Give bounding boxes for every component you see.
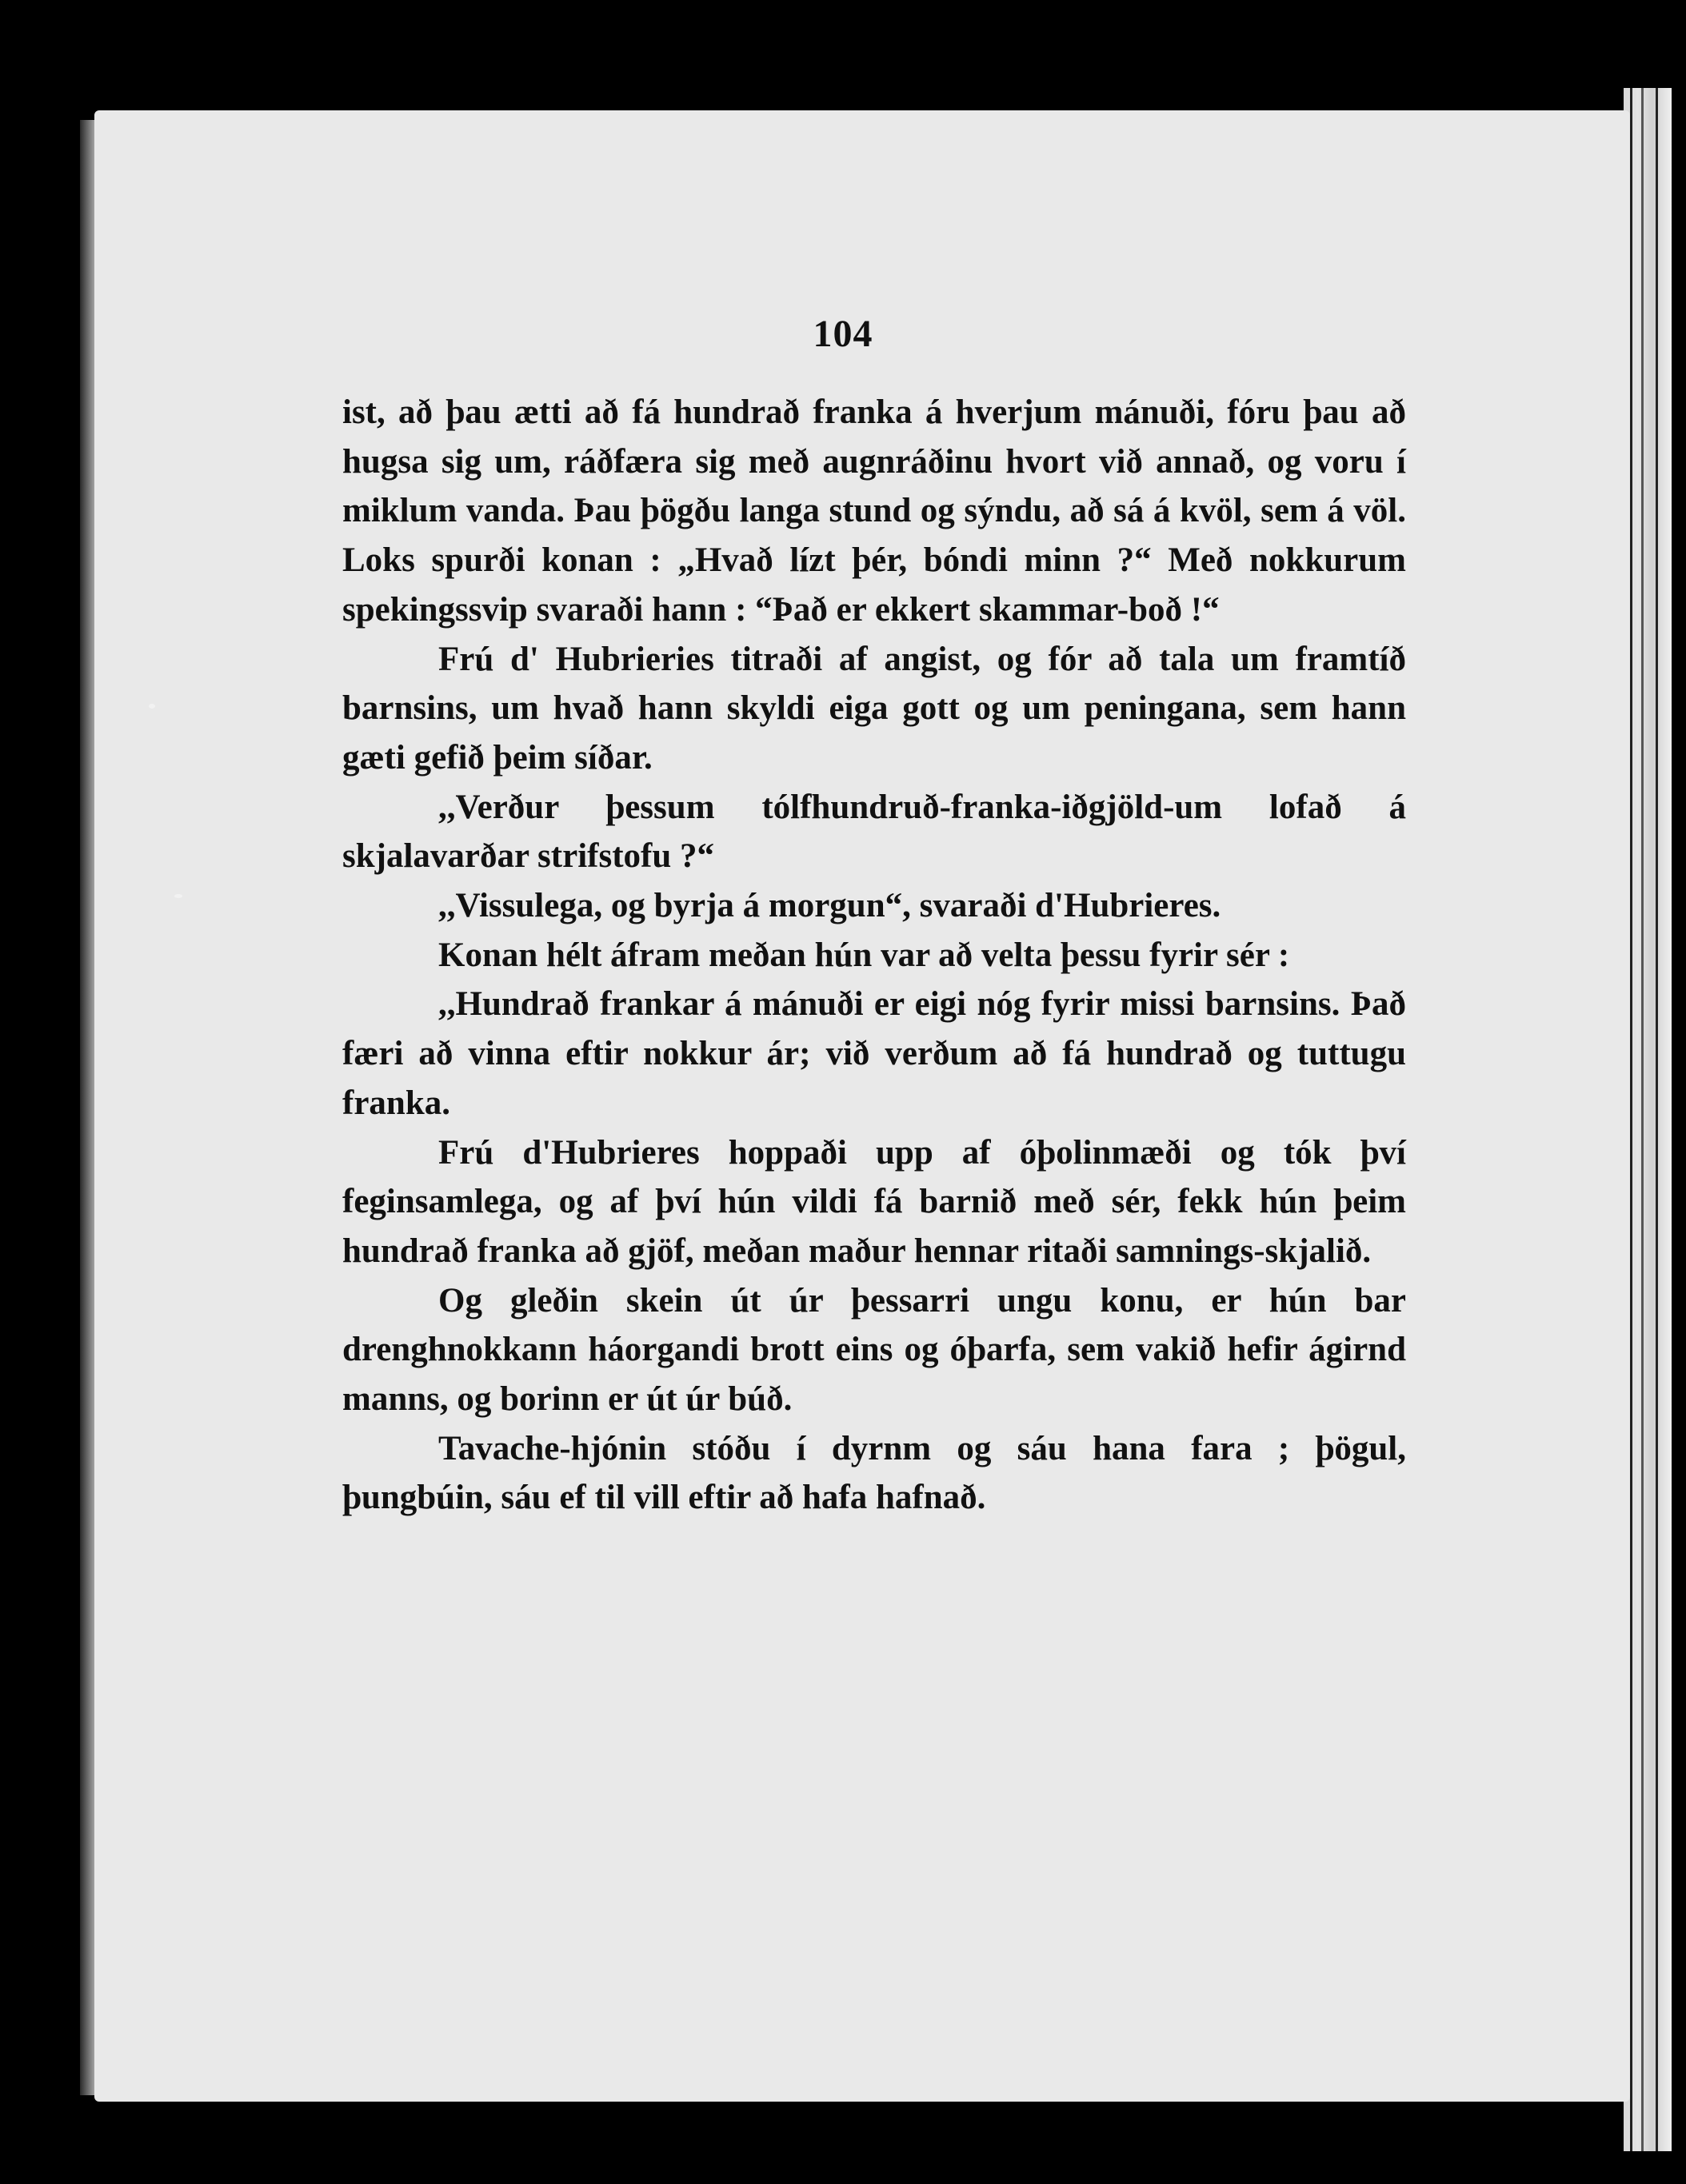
page-edge-line [1656,88,1658,2151]
body-text [342,388,1406,1523]
paragraph: ,,Hundrað frankar á mánuði er eigi nóg fyrir missi barnsins. Það færi að vinna eftir nokkur ár; við verðum að fá hundrað og tuttugu franka. [342,985,1406,1122]
page-speck [174,894,182,898]
paragraph: Frú d'Hubrieres hoppaði upp af óþolinmæði og tók því feginsamlega, og af því hún vildi fá barnið með sér, fekk hún þeim hundrað franka að gjöf, meðan maður hennar ritaði samnings-skjalið. [342,1133,1406,1270]
paragraph: ,,Verður þessum tólfhundruð-franka-iðgjöld-um lofað á skjalavarðar strifstofu ?“ [342,788,1406,876]
page-speck [149,704,155,709]
book-page-edges [1624,88,1672,2151]
page-number: 104 [813,313,873,355]
paragraph: Frú d' Hubrieries titraði af angist, og fór að tala um framtíð barnsins, um hvað hann skyldi eiga gott og um peningana, sem hann gæti gefið þeim síðar. [342,640,1406,777]
paragraph: Konan hélt áfram meðan hún var að velta þessu fyrir sér : [438,936,1290,974]
paragraph: Og gleðin skein út úr þessarri ungu konu, er hún bar drenghnokkann háorgandi brott eins og óþarfa, sem vakið hefir ágirnd manns, og borinn er út úr búð. [342,1281,1406,1419]
page-edge-line [1630,88,1632,2151]
paragraph: Tavache-hjónin stóðu í dyrnm og sáu hana fara ; þögul, þungbúin, sáu ef til vill eftir að hafa hafnað. [342,1429,1406,1517]
paragraph: ,,Vissulega, og byrja á morgun“, svaraði d'Hubrieres. [438,887,1221,925]
paragraph: ist, að þau ætti að fá hundrað franka á hverjum mánuði, fóru þau að hugsa sig um, ráðfæra sig með augnráðinu hvort við annað, og voru í miklum vanda. Þau þögðu langa stund og sýndu, að sá á kvöl, sem á völ. Loks spurði konan : „Hvað lízt þér, bóndi minn ?“ Með nokkurum spekingssvip svaraði hann : “Það er ekkert skammar-boð !“ [342,393,1406,629]
page-edge-line [1641,88,1644,2151]
